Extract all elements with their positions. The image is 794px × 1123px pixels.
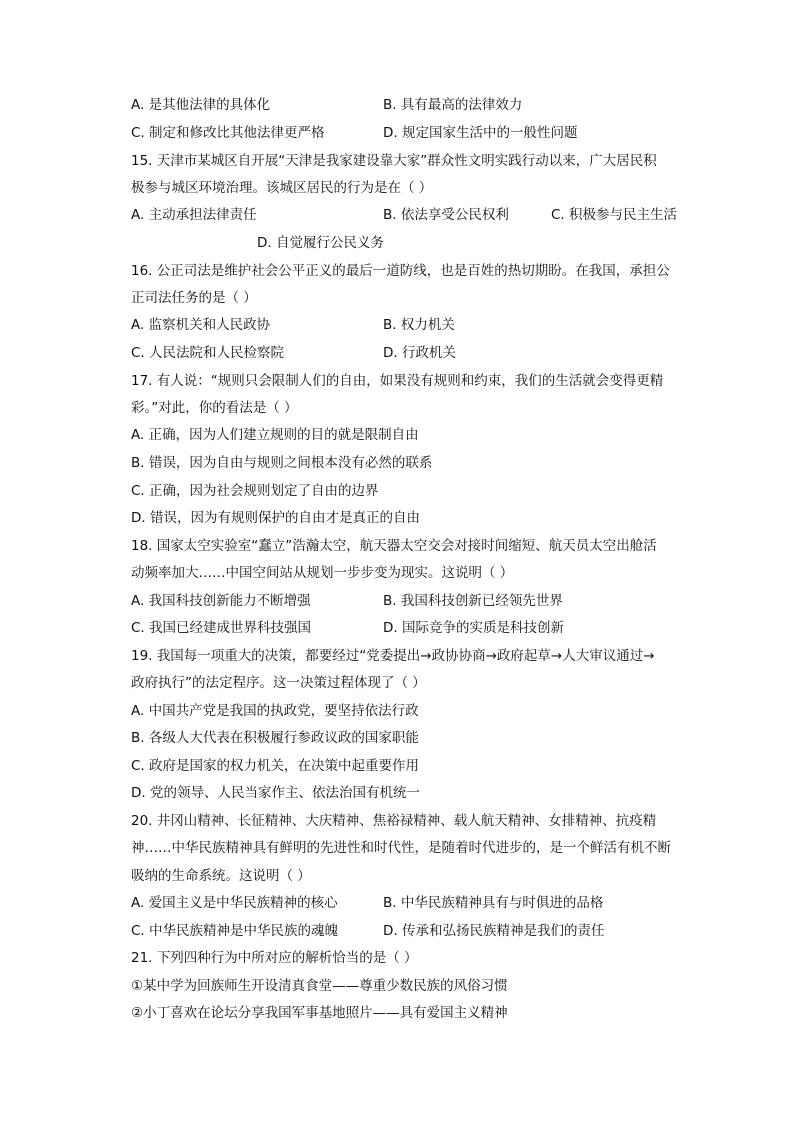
- q17-option-c[interactable]: C. 正确，因为社会规则划定了自由的边界: [131, 483, 379, 499]
- q19-option-d[interactable]: D. 党的领导、人民当家作主、依法治国有机统一: [131, 785, 420, 801]
- q14-option-c[interactable]: C. 制定和修改比其他法律更严格: [131, 125, 325, 141]
- q19-stem-line2: 政府执行”的法定程序。这一决策过程体现了（ ）: [131, 675, 426, 691]
- q17-option-a[interactable]: A. 正确，因为人们建立规则的目的就是限制自由: [131, 427, 419, 443]
- q17-stem-line2: 彩。”对此，你的看法是（ ）: [131, 400, 298, 416]
- q17-option-b[interactable]: B. 错误，因为自由与规则之间根本没有必然的联系: [131, 455, 433, 471]
- q15-option-c[interactable]: C. 积极参与民主生活: [551, 207, 678, 223]
- q20-row-ab: [131, 894, 604, 912]
- q16-option-a[interactable]: A. 监察机关和人民政协: [131, 317, 271, 333]
- q14-row-ab: [131, 96, 523, 114]
- q17-stem-line1: 17. 有人说：“规则只会限制人们的自由，如果没有规则和约束，我们的生活就会变得更精: [131, 373, 664, 389]
- q21-item-1: ①某中学为回族师生开设清真食堂——尊重少数民族的风俗习惯: [131, 978, 508, 994]
- q16-option-c[interactable]: C. 人民法院和人民检察院: [131, 345, 285, 361]
- q20-stem-line2: 神……中华民族精神具有鲜明的先进性和时代性，是随着时代进步的，是一个鲜活有机不断: [131, 840, 671, 856]
- q16-stem-line1: 16. 公正司法是维护社会公平正义的最后一道防线，也是百姓的热切期盼。在我国，承担公: [131, 263, 670, 279]
- q16-option-b[interactable]: B. 权力机关: [383, 317, 455, 333]
- q17-option-d[interactable]: D. 错误，因为有规则保护的自由才是真正的自由: [131, 510, 420, 526]
- q14-option-a[interactable]: A. 是其他法律的具体化: [131, 97, 271, 113]
- q20-stem-line1: 20. 井冈山精神、长征精神、大庆精神、焦裕禄精神、载人航天精神、女排精神、抗疫精: [131, 813, 657, 829]
- q21-stem-line1: 21. 下列四种行为中所对应的解析恰当的是（ ）: [131, 950, 418, 966]
- q16-row-cd: [131, 344, 456, 362]
- q18-stem-line1: 18. 国家太空实验室“蠢立”浩瀚太空，航天器太空交会对接时间缩短、航天员太空出舱活: [131, 538, 657, 554]
- q18-option-b[interactable]: B. 我国科技创新已经领先世界: [383, 593, 563, 609]
- q18-row-cd: [131, 619, 564, 637]
- q18-row-ab: [131, 592, 563, 610]
- q20-option-b[interactable]: B. 中华民族精神具有与时俱进的品格: [383, 895, 604, 911]
- q14-option-b[interactable]: B. 具有最高的法律效力: [383, 97, 523, 113]
- q15-stem-line1: 15. 天津市某城区自开展“天津是我家建设靠大家”群众性文明实践行动以来，广大居民积: [131, 153, 657, 169]
- q15-row-abc: [131, 206, 678, 224]
- q14-option-d[interactable]: D. 规定国家生活中的一般性问题: [383, 125, 578, 141]
- q14-row-cd: [131, 124, 578, 142]
- q15-stem-line2: 极参与城区环境治理。该城区居民的行为是在（ ）: [131, 180, 433, 196]
- q15-option-d[interactable]: D. 自觉履行公民义务: [257, 235, 384, 251]
- q18-stem-line2: 动频率加大……中国空间站从规划一步步变为现实。这说明（ ）: [131, 565, 514, 581]
- q16-row-ab: [131, 316, 455, 334]
- q20-row-cd: [131, 922, 605, 940]
- q18-option-d[interactable]: D. 国际竞争的实质是科技创新: [383, 620, 564, 636]
- q19-option-c[interactable]: C. 政府是国家的权力机关，在决策中起重要作用: [131, 758, 420, 774]
- q15-option-b[interactable]: B. 依法享受公民权利: [383, 207, 509, 223]
- q20-option-a[interactable]: A. 爱国主义是中华民族精神的核心: [131, 895, 338, 911]
- q19-stem-line1: 19. 我国每一项重大的决策，都要经过“党委提出→政协协商→政府起草→人大审议通过→: [131, 648, 655, 664]
- q16-stem-line2: 正司法任务的是（ ）: [131, 290, 257, 306]
- q19-option-a[interactable]: A. 中国共产党是我国的执政党，要坚持依法行政: [131, 703, 419, 719]
- q18-option-a[interactable]: A. 我国科技创新能力不断增强: [131, 593, 311, 609]
- q19-option-b[interactable]: B. 各级人大代表在积极履行参政议政的国家职能: [131, 730, 419, 746]
- q20-option-c[interactable]: C. 中华民族精神是中华民族的魂魄: [131, 923, 339, 939]
- q18-option-c[interactable]: C. 我国已经建成世界科技强国: [131, 620, 312, 636]
- q20-stem-line3: 吸纳的生命系统。这说明（ ）: [131, 868, 311, 884]
- q20-option-d[interactable]: D. 传承和弘扬民族精神是我们的责任: [383, 923, 605, 939]
- q15-option-a[interactable]: A. 主动承担法律责任: [131, 207, 257, 223]
- q21-item-2: ②小丁喜欢在论坛分享我国军事基地照片——具有爱国主义精神: [131, 1005, 508, 1021]
- q16-option-d[interactable]: D. 行政机关: [383, 345, 456, 361]
